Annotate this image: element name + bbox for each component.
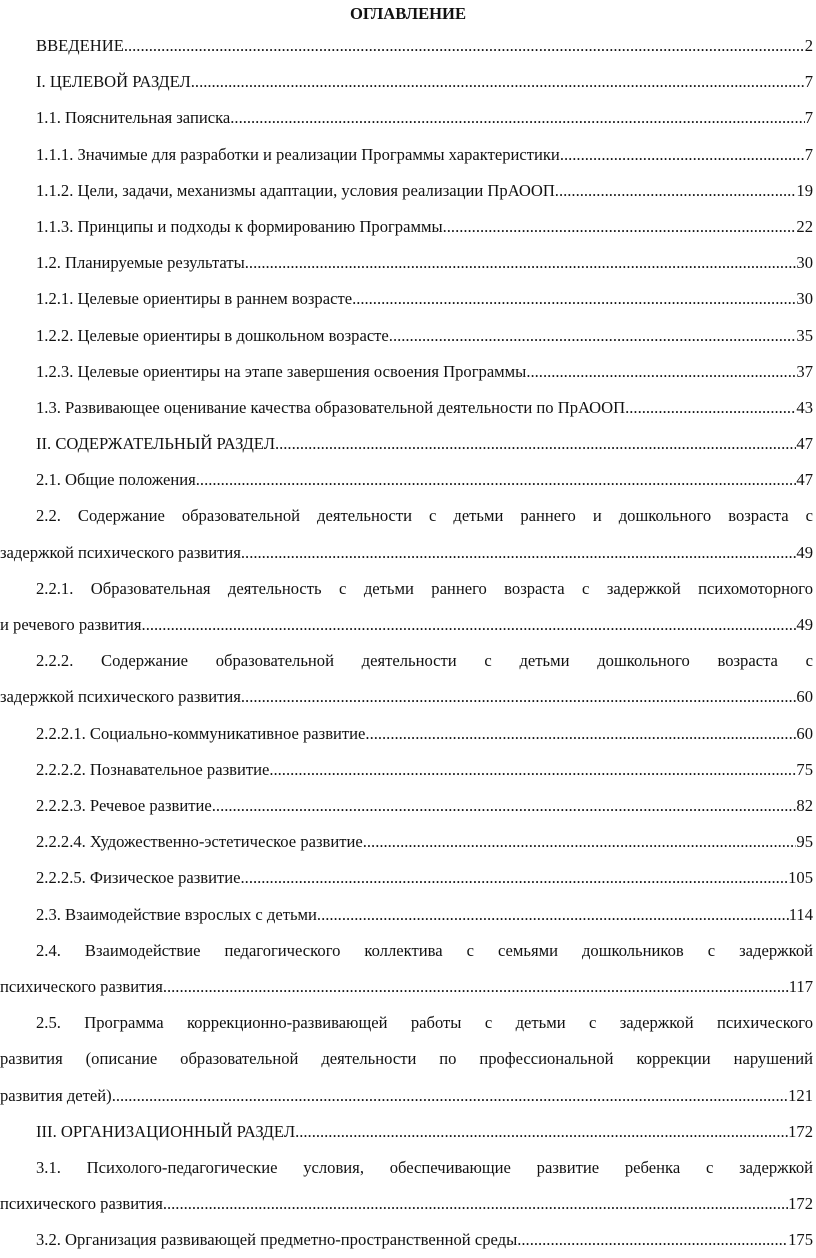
dot-leader bbox=[443, 209, 797, 245]
toc-entry-text: 1.1. Пояснительная записка bbox=[36, 108, 231, 128]
toc-entry[interactable] bbox=[0, 860, 816, 896]
toc-page-number: 49 bbox=[796, 542, 813, 562]
toc-entry[interactable] bbox=[0, 1222, 816, 1258]
toc-entry-text-continued: развития (описание образовательной деятельности по профессиональной коррекции нарушений bbox=[0, 1049, 813, 1069]
dot-leader bbox=[245, 245, 797, 281]
dot-leader bbox=[275, 426, 796, 462]
toc-entry[interactable] bbox=[0, 752, 816, 788]
toc-page-number: 30 bbox=[796, 253, 813, 273]
toc-page-number: 121 bbox=[788, 1085, 813, 1105]
toc-page-number: 7 bbox=[804, 72, 813, 92]
toc-entry-text: 1.3. Развивающее оценивание качества образовательной деятельности по ПрАООП bbox=[36, 397, 626, 417]
toc-entry-text: 1.2.2. Целевые ориентиры в дошкольном возрасте bbox=[36, 325, 389, 345]
dot-leader bbox=[352, 281, 796, 317]
toc-entry[interactable] bbox=[0, 1005, 816, 1114]
toc-page-number: 35 bbox=[796, 325, 813, 345]
toc-entry[interactable] bbox=[0, 788, 816, 824]
toc-entry-text-continued: задержкой психического развития bbox=[0, 687, 241, 707]
toc-entry-text: 2.2. Содержание образовательной деятельности с детьми раннего и дошкольного возраста с bbox=[36, 506, 813, 526]
toc-page-number: 175 bbox=[788, 1230, 813, 1250]
toc-entry[interactable] bbox=[0, 897, 816, 933]
toc-entry[interactable] bbox=[0, 571, 816, 643]
toc-entry[interactable] bbox=[0, 173, 816, 209]
toc-entry-text: II. СОДЕРЖАТЕЛЬНЫЙ РАЗДЕЛ bbox=[36, 434, 275, 454]
dot-leader bbox=[321, 897, 789, 933]
dot-leader bbox=[241, 860, 789, 896]
toc-entry-text: 2.3. Взаимодействие взрослых с детьми. bbox=[36, 904, 322, 924]
toc-entry-text: 2.2.1. Образовательная деятельность с детьми раннего возраста с задержкой психомоторного bbox=[36, 578, 813, 598]
toc-page-number: 60 bbox=[796, 723, 813, 743]
toc-page-number: 75 bbox=[796, 759, 813, 779]
dot-leader bbox=[212, 788, 797, 824]
toc-entry[interactable] bbox=[0, 245, 816, 281]
toc-entry[interactable] bbox=[0, 281, 816, 317]
toc-entry-text: 3.1. Психолого-педагогические условия, обеспечивающие развитие ребенка с задержкой bbox=[36, 1157, 813, 1177]
toc-page-number: 49 bbox=[796, 615, 813, 635]
toc-page-number: 114 bbox=[788, 904, 813, 924]
toc-page-number: 47 bbox=[796, 470, 813, 490]
toc-page-number: 37 bbox=[796, 361, 813, 381]
toc-entry-text: 1.1.3. Принципы и подходы к формированию Программы bbox=[36, 216, 443, 236]
dot-leader bbox=[517, 1222, 788, 1258]
toc-entry[interactable] bbox=[0, 1150, 816, 1222]
dot-leader bbox=[163, 969, 789, 1005]
toc-entry-text-continued: и речевого развития. bbox=[0, 615, 146, 635]
dot-leader bbox=[146, 607, 797, 643]
toc-entry-text: 1.1.1. Значимые для разработки и реализации Программы характеристики bbox=[36, 144, 560, 164]
toc-page-number: 7 bbox=[804, 108, 813, 128]
toc-page-number: 60 bbox=[796, 687, 813, 707]
dot-leader bbox=[241, 679, 797, 715]
dot-leader bbox=[163, 1186, 788, 1222]
dot-leader bbox=[365, 716, 796, 752]
toc-entry-text: 1.2. Планируемые результаты bbox=[36, 253, 245, 273]
toc-entry-text: 2.2.2. Содержание образовательной деятельности с детьми дошкольного возраста с bbox=[36, 651, 813, 671]
toc-entry[interactable] bbox=[0, 426, 816, 462]
dot-leader bbox=[196, 462, 797, 498]
toc-page-number: 82 bbox=[796, 795, 813, 815]
toc-entry[interactable] bbox=[0, 1114, 816, 1150]
toc-entry[interactable] bbox=[0, 933, 816, 1005]
toc-page-number: 19 bbox=[796, 180, 813, 200]
toc-entry[interactable] bbox=[0, 643, 816, 715]
toc-page-number: 2 bbox=[804, 36, 813, 55]
toc-entry-text: 2.2.2.4. Художественно-эстетическое развитие bbox=[36, 832, 363, 852]
toc-page-number: 22 bbox=[796, 216, 813, 236]
dot-leader bbox=[363, 824, 797, 860]
toc-entry-text: III. ОРГАНИЗАЦИОННЫЙ РАЗДЕЛ bbox=[36, 1121, 296, 1141]
toc-entry[interactable] bbox=[0, 498, 816, 570]
toc-entry[interactable] bbox=[0, 100, 816, 136]
toc-page-number: 172 bbox=[788, 1194, 813, 1214]
dot-leader bbox=[241, 535, 797, 571]
dot-leader bbox=[230, 100, 804, 136]
table-of-contents bbox=[0, 28, 816, 1258]
toc-page-number: 117 bbox=[788, 976, 813, 996]
toc-entry-text: 1.2.1. Целевые ориентиры в раннем возрасте bbox=[36, 289, 353, 309]
toc-entry-text: 2.1. Общие положения bbox=[36, 470, 196, 490]
toc-entry[interactable] bbox=[0, 209, 816, 245]
dot-leader bbox=[124, 28, 805, 64]
toc-entry-text-continued: задержкой психического развития bbox=[0, 542, 241, 562]
toc-entry-text: 1.1.2. Цели, задачи, механизмы адаптации, условия реализации ПрАООП. bbox=[36, 180, 559, 200]
toc-entry[interactable] bbox=[0, 824, 816, 860]
toc-entry-text-continued: психического развития bbox=[0, 976, 163, 996]
dot-leader bbox=[559, 173, 796, 209]
toc-entry[interactable] bbox=[0, 137, 816, 173]
toc-entry[interactable] bbox=[0, 390, 816, 426]
toc-title: ОГЛАВЛЕНИЕ bbox=[349, 4, 467, 23]
toc-entry-text: 1.2.3. Целевые ориентиры на этапе завершения освоения Программы bbox=[36, 361, 527, 381]
toc-entry[interactable] bbox=[0, 462, 816, 498]
toc-entry-text-continued: развития детей) bbox=[0, 1085, 112, 1105]
toc-page-number: 7 bbox=[804, 144, 813, 164]
toc-page-number: 105 bbox=[788, 868, 813, 888]
toc-page-number: 172 bbox=[788, 1121, 813, 1141]
toc-entry-text: I. ЦЕЛЕВОЙ РАЗДЕЛ bbox=[36, 72, 191, 92]
toc-entry-text-continued: психического развития bbox=[0, 1194, 163, 1214]
dot-leader bbox=[295, 1114, 788, 1150]
toc-entry-text: 2.4. Взаимодействие педагогического коллектива с семьями дошкольников с задержкой bbox=[36, 940, 813, 960]
dot-leader bbox=[526, 354, 796, 390]
dot-leader bbox=[389, 318, 797, 354]
toc-entry-text: 2.2.2.3. Речевое развитие bbox=[36, 795, 212, 815]
toc-page-number: 43 bbox=[796, 397, 813, 417]
toc-entry[interactable] bbox=[0, 318, 816, 354]
toc-entry-text: 3.2. Организация развивающей предметно-пространственной среды bbox=[36, 1230, 518, 1250]
dot-leader bbox=[112, 1078, 788, 1114]
dot-leader bbox=[191, 64, 805, 100]
dot-leader bbox=[625, 390, 796, 426]
toc-entry-text: 2.2.2.5. Физическое развитие bbox=[36, 868, 241, 888]
toc-entry[interactable] bbox=[0, 354, 816, 390]
toc-entry[interactable] bbox=[0, 716, 816, 752]
toc-page-number: 47 bbox=[796, 434, 813, 454]
toc-entry-text: 2.2.2.2. Познавательное развитие bbox=[36, 759, 270, 779]
toc-page-number: 30 bbox=[796, 289, 813, 309]
toc-page-number: 95 bbox=[796, 832, 813, 852]
toc-entry[interactable] bbox=[0, 28, 816, 64]
toc-entry-text: 2.5. Программа коррекционно-развивающей работы с детьми с задержкой психического bbox=[36, 1013, 813, 1033]
dot-leader bbox=[560, 137, 805, 173]
toc-entry[interactable] bbox=[0, 64, 816, 100]
toc-entry-text: 2.2.2.1. Социально-коммуникативное развитие bbox=[36, 723, 366, 743]
toc-entry-text: ВВЕДЕНИЕ bbox=[36, 36, 124, 55]
dot-leader bbox=[269, 752, 796, 788]
